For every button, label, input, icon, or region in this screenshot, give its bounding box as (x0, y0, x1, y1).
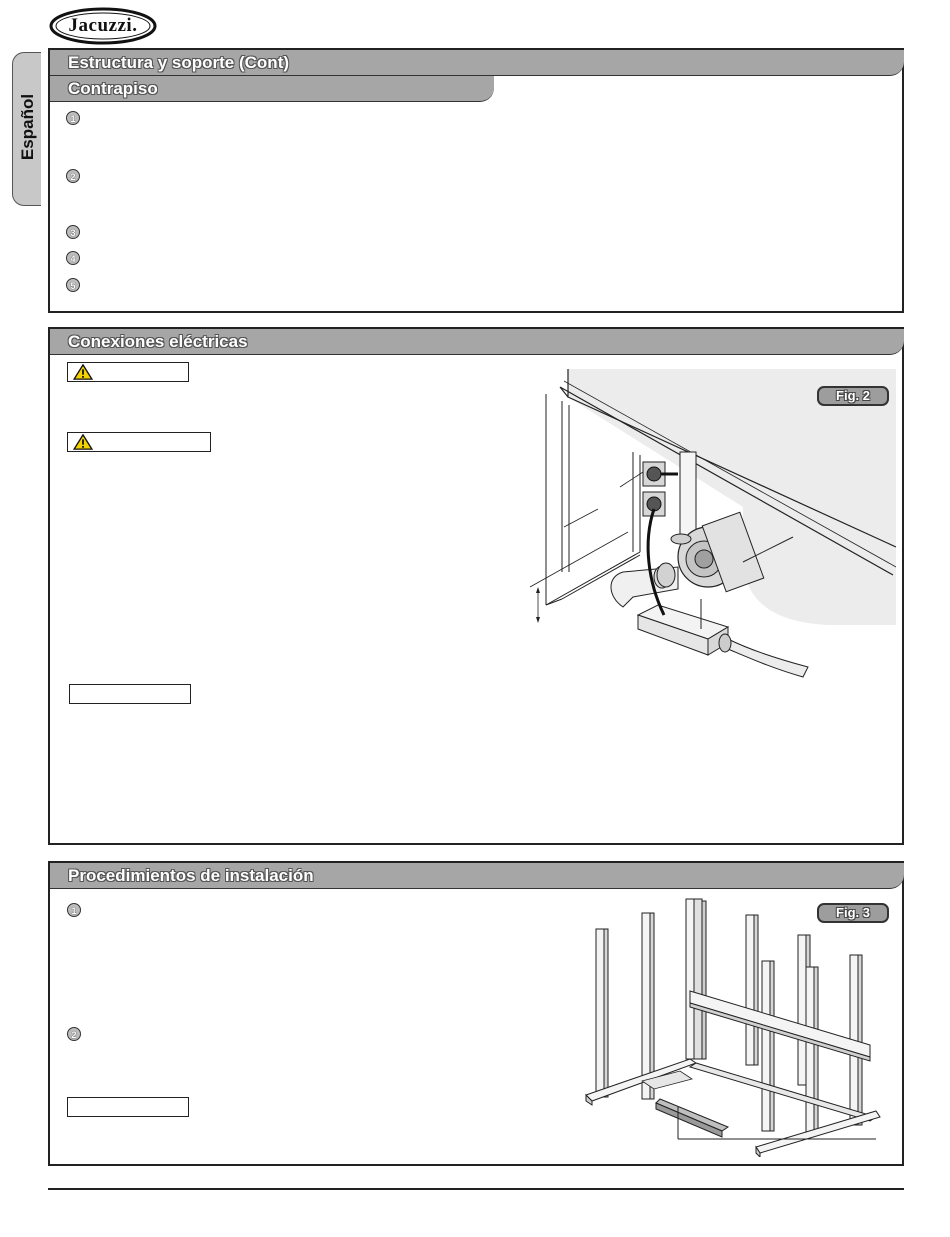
language-side-tab (12, 52, 41, 206)
section-structure-title: Estructura y soporte (Cont) (68, 53, 290, 72)
warning-box-1 (67, 362, 189, 382)
figure-2-illustration (528, 367, 898, 687)
figure-2-label: Fig. 2 (817, 386, 889, 406)
section-install (48, 861, 904, 1166)
section-structure-subtitle: Contrapiso (68, 79, 158, 98)
section-structure-header (50, 50, 904, 76)
install-note-box (67, 1097, 189, 1117)
step-2-badge: 2 (66, 169, 80, 183)
step-4-badge: 4 (66, 251, 80, 265)
section-structure-subheader (50, 76, 494, 102)
figure-3-illustration (580, 895, 900, 1157)
step-3-badge: 3 (66, 225, 80, 239)
jacuzzi-logo (48, 6, 158, 46)
section-structure (48, 48, 904, 313)
warning-triangle-icon (72, 364, 94, 380)
footer-rule (48, 1188, 904, 1190)
note-box (69, 684, 191, 704)
step-5-badge: 5 (66, 278, 80, 292)
section-install-title: Procedimientos de instalación (68, 866, 314, 885)
install-step-2-badge: 2 (67, 1027, 81, 1041)
section-electrical (48, 327, 904, 845)
section-electrical-header (50, 329, 904, 355)
warning-triangle-icon (72, 434, 94, 450)
logo-text: Jacuzzi. (68, 15, 138, 36)
step-1-badge: 1 (66, 111, 80, 125)
section-install-header (50, 863, 904, 889)
section-electrical-title: Conexiones eléctricas (68, 332, 248, 351)
figure-3-label: Fig. 3 (817, 903, 889, 923)
warning-box-2 (67, 432, 211, 452)
language-label: Español (18, 93, 37, 161)
install-step-1-badge: 1 (67, 903, 81, 917)
